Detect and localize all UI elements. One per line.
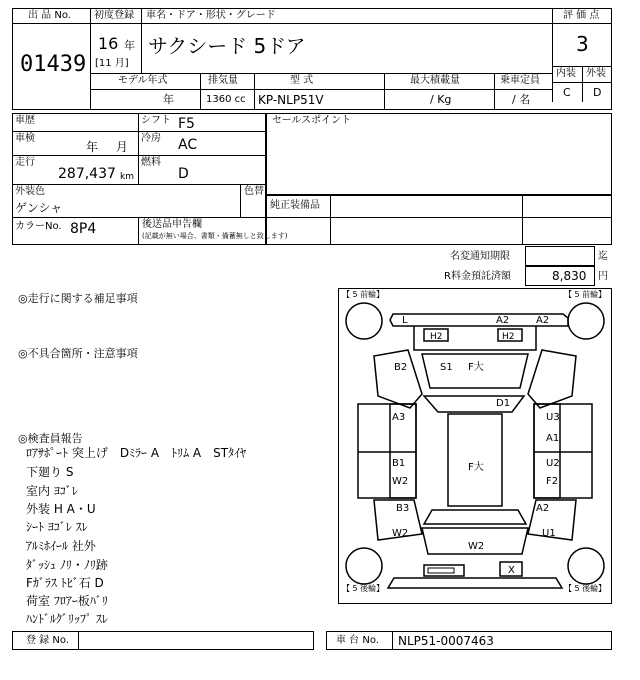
exterior-grade: D [593, 86, 602, 99]
recycle-value: 8,830 [552, 269, 587, 283]
model-code: KP-NLP51V [258, 93, 324, 107]
first-reg-label: 初度登録 [94, 10, 134, 21]
recycle-unit: 円 [598, 271, 608, 282]
exterior-color-label: 外装色 [15, 186, 45, 197]
mark-X: X [508, 565, 515, 576]
exterior-color-value: ゲンシャ [15, 201, 63, 215]
capacity-value: / 名 [512, 93, 531, 106]
damage-diagram [338, 288, 612, 604]
tyre-label-rear-left: 【 5 後輪】 [342, 584, 385, 593]
report-line: ﾊﾝﾄﾞﾙｸﾞﾘｯﾌﾟ ｽﾚ [26, 612, 108, 626]
max-load-value: / Kg [430, 93, 452, 106]
mark-A2-right: A2 [536, 503, 550, 514]
tyre-front-left [346, 303, 382, 339]
report-line: 荷室 ﾌﾛｱｰ板ﾊﾞﾘ [26, 594, 108, 608]
mileage-label: 走行 [15, 157, 35, 168]
mark-F-dai-roof: F大 [468, 462, 484, 473]
mark-L: L [402, 315, 408, 326]
color-no-value: 8P4 [70, 221, 97, 237]
chassis-label: 車 台 No. [336, 635, 379, 646]
ac-value: AC [178, 137, 198, 153]
mark-A1: A1 [546, 433, 560, 444]
car-name: サクシード 5ドア [148, 34, 306, 58]
report-line: ﾀﾞｯｼｭ ﾉﾘ・ﾉﾘ跡 [26, 558, 108, 572]
report-line: 外装 H A・U [26, 502, 96, 516]
interior-grade: C [563, 86, 571, 99]
mark-F2: F2 [546, 476, 559, 487]
tyre-front-right [568, 303, 604, 339]
inspection-value: 年 月 [86, 140, 128, 154]
docs-note: (記載が無い場合、書類・備蓄無しと致します) [142, 232, 288, 240]
color-no-label: カラーNo. [15, 221, 62, 232]
report-line: 室内 ﾖｺﾞﾚ [26, 484, 78, 498]
mark-B1: B1 [392, 458, 406, 469]
report-line: Fｶﾞﾗｽ ﾄﾋﾞ石 D [26, 576, 104, 590]
mark-U3: U3 [546, 412, 560, 423]
mark-H2-right: H2 [502, 332, 515, 342]
displacement-label: 排気量 [208, 75, 238, 86]
mark-A2-bumper-1: A2 [496, 315, 510, 326]
lot-number: 01439 [20, 52, 87, 77]
year-unit: 年 [124, 39, 135, 52]
color-change-label: 色替 [244, 186, 264, 197]
history-label: 車歴 [15, 115, 35, 126]
mark-F-dai-hood: F大 [468, 362, 484, 373]
report-line: 下廻り S [26, 465, 74, 479]
driving-notes-label: ◎走行に関する補足事項 [18, 292, 138, 305]
shift-value: F5 [178, 116, 195, 132]
mark-S1: S1 [440, 362, 453, 373]
docs-label: 後送品申告欄 [142, 219, 202, 230]
tyre-rear-left [346, 548, 382, 584]
sales-points-label: セールスポイント [272, 115, 352, 126]
tyre-label-front-right: 【 5 前輪】 [564, 290, 607, 299]
shift-label: シフト [141, 115, 171, 126]
score-value: 3 [576, 32, 589, 56]
inspector-report-label: ◎検査員報告 [18, 432, 83, 445]
reg-no-label: 登 録 No. [26, 635, 69, 646]
report-line: ｼｰﾄ ﾖｺﾞﾚ ｽﾚ [26, 520, 88, 534]
mark-A2-bumper-2: A2 [536, 315, 550, 326]
fuel-label: 燃料 [141, 157, 161, 168]
genuine-equipment-label: 純正装備品 [270, 200, 320, 211]
model-year-unit: 年 [163, 93, 174, 106]
name-change-label: 名変通知期限 [450, 251, 510, 262]
tyre-label-rear-right: 【 5 後輪】 [564, 584, 607, 593]
mark-H2-left: H2 [430, 332, 443, 342]
defects-label: ◎不具合箇所・注意事項 [18, 347, 138, 360]
report-line: ｱﾙﾐﾎｲｰﾙ 社外 [26, 539, 96, 553]
mileage-unit: km [120, 172, 134, 182]
capacity-label: 乗車定員 [500, 75, 540, 86]
displacement-value: 1360 cc [206, 94, 246, 105]
mark-W2-left: W2 [392, 476, 409, 487]
mark-W2-rear: W2 [468, 541, 485, 552]
max-load-label: 最大積載量 [410, 75, 460, 86]
mark-U2: U2 [546, 458, 560, 469]
mark-U1: U1 [542, 528, 556, 539]
first-reg-year: 16 [98, 34, 119, 53]
interior-label: 内装 [556, 68, 576, 79]
chassis-number: NLP51-0007463 [398, 634, 494, 648]
exterior-label: 外装 [586, 68, 606, 79]
report-line: ﾛｱｻﾎﾟｰﾄ 突上げ Dﾐﾗｰ A ﾄﾘﾑ A STﾀｲﾔ [26, 446, 247, 460]
first-reg-month: [11 月] [95, 58, 129, 69]
tyre-label-front-left: 【 5 前輪】 [342, 290, 385, 299]
score-label: 評 価 点 [563, 10, 600, 21]
mark-D1: D1 [496, 398, 511, 409]
model-year-label: モデル年式 [118, 75, 168, 86]
type-label: 型 式 [290, 75, 314, 86]
mark-W2-rear-left: W2 [392, 528, 409, 539]
inspection-label: 車検 [15, 133, 35, 144]
mileage-value: 287,437 [58, 166, 116, 182]
name-change-value [525, 246, 595, 266]
recycle-label: R料金預託済額 [444, 271, 511, 282]
mark-B2-left: B2 [394, 362, 408, 373]
fuel-value: D [178, 166, 189, 182]
lot-label: 出 品 No. [28, 10, 71, 21]
ac-label: 冷房 [141, 133, 161, 144]
name-change-unit: 迄 [598, 251, 608, 262]
mark-B3: B3 [396, 503, 410, 514]
mark-A3: A3 [392, 412, 406, 423]
tyre-rear-right [568, 548, 604, 584]
car-name-label: 車名・ドア・形状・グレード [146, 10, 276, 21]
